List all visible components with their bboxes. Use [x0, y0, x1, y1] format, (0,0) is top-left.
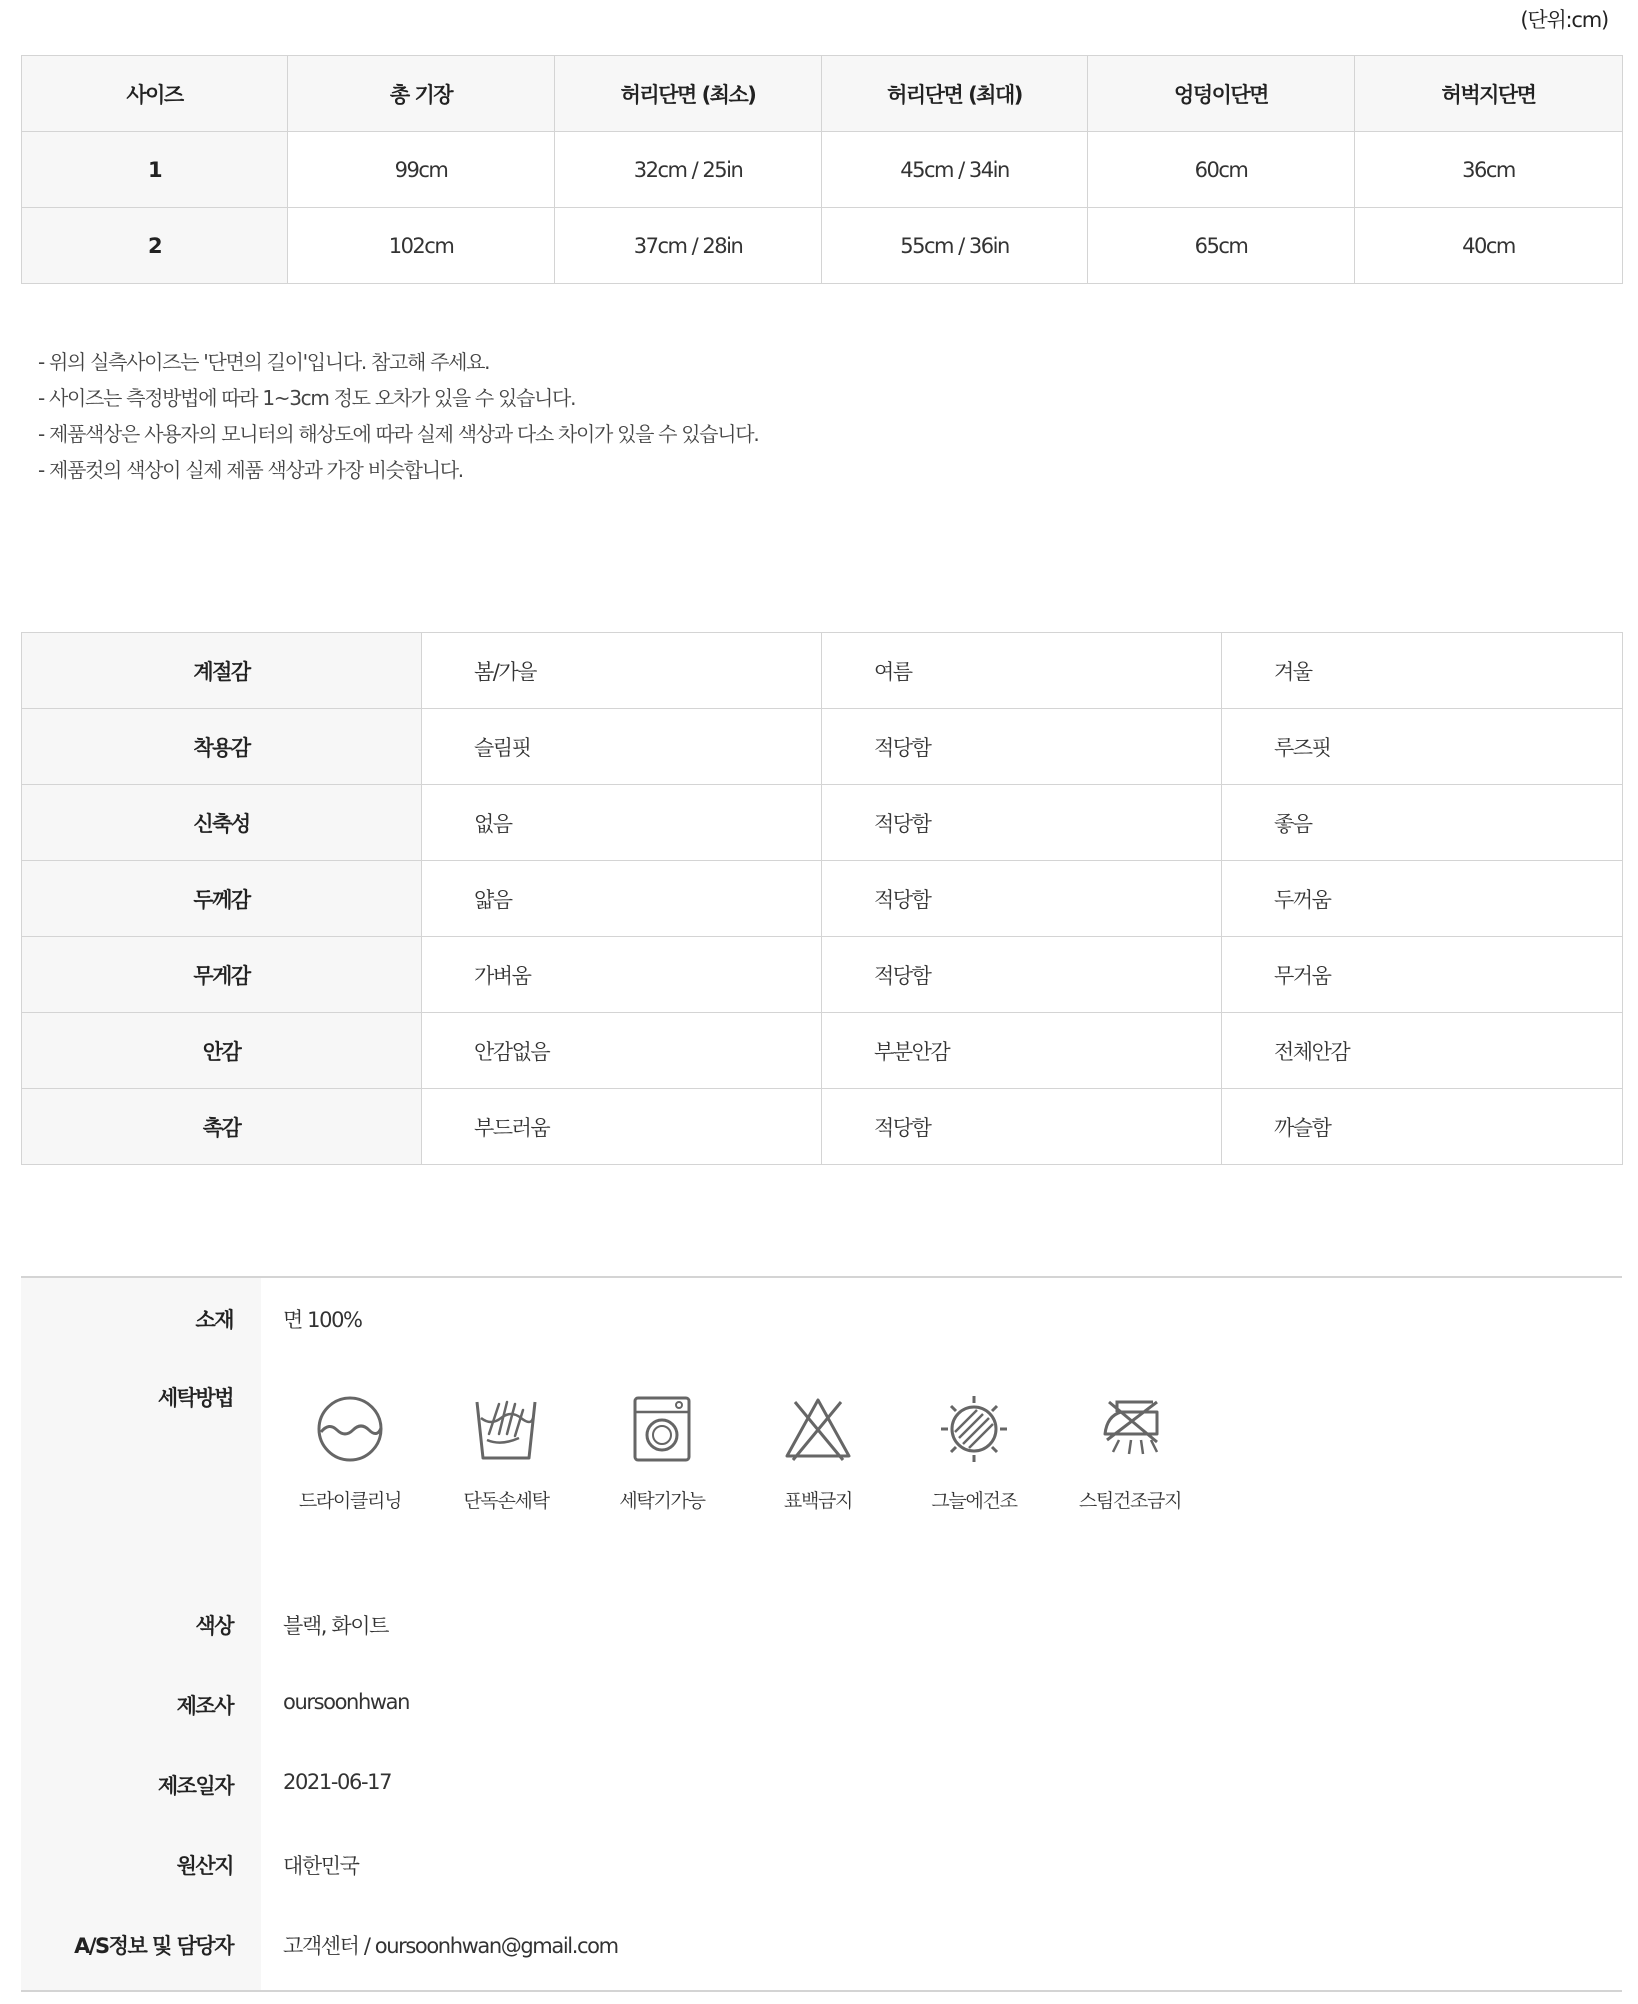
size-table-header-row: [22, 56, 1623, 132]
wash-item: [592, 1394, 732, 1513]
feel-option: 까슬함: [1222, 1089, 1623, 1165]
size-cell: 45cm / 34in: [822, 132, 1088, 208]
feel-row-season: [22, 633, 1623, 709]
feel-row-lining: [22, 1013, 1623, 1089]
dry-clean-icon: [315, 1394, 385, 1464]
size-header-cell: 총 기장: [288, 56, 555, 132]
no-bleach-icon: [783, 1394, 853, 1464]
unit-label: (단위:cm): [1520, 8, 1608, 32]
feel-option: 무거움: [1222, 937, 1623, 1013]
wash-caption: 드라이클리닝: [298, 1490, 402, 1512]
size-cell: 36cm: [1355, 132, 1623, 208]
wash-label: 세탁방법: [157, 1386, 233, 1410]
size-table-row: [22, 208, 1623, 284]
feel-option: 적당함: [822, 709, 1222, 785]
date-label: 제조일자: [157, 1774, 233, 1798]
feel-option: 두꺼움: [1222, 861, 1623, 937]
feel-label: 안감: [22, 1013, 422, 1089]
feel-option: 적당함: [822, 785, 1222, 861]
size-cell: 65cm: [1088, 208, 1355, 284]
material-label: 소재: [195, 1308, 233, 1332]
maker-label: 제조사: [176, 1694, 233, 1718]
size-cell: 102cm: [288, 208, 555, 284]
hand-wash-icon: [471, 1394, 541, 1464]
feel-option: 가벼움: [422, 937, 822, 1013]
note-line: - 제품색상은 사용자의 모니터의 해상도에 따라 실제 색상과 다소 차이가 있을 수 있습니다.: [38, 422, 759, 446]
feel-option: 좋음: [1222, 785, 1623, 861]
feel-option: 적당함: [822, 937, 1222, 1013]
wash-item: [280, 1394, 420, 1513]
size-header-cell: 허벅지단면: [1355, 56, 1623, 132]
wash-caption: 그늘에건조: [931, 1490, 1017, 1512]
feel-row-texture: [22, 1089, 1623, 1165]
size-cell: 37cm / 28in: [555, 208, 822, 284]
size-header-cell: 허리단면 (최대): [822, 56, 1088, 132]
as-value: 고객센터 / oursoonhwan@gmail.com: [283, 1934, 618, 1958]
feel-option: 얇음: [422, 861, 822, 937]
feel-label: 계절감: [22, 633, 422, 709]
feel-label: 촉감: [22, 1089, 422, 1165]
size-cell: 2: [22, 208, 288, 284]
size-header-cell: 사이즈: [22, 56, 288, 132]
feel-option: 슬림핏: [422, 709, 822, 785]
material-value: 면 100%: [283, 1308, 362, 1332]
wash-caption: 스팀건조금지: [1078, 1490, 1182, 1512]
feel-option: 전체안감: [1222, 1013, 1623, 1089]
feel-label: 무게감: [22, 937, 422, 1013]
size-header-cell: 엉덩이단면: [1088, 56, 1355, 132]
washing-machine-icon: [627, 1394, 697, 1464]
size-cell: 60cm: [1088, 132, 1355, 208]
size-cell: 40cm: [1355, 208, 1623, 284]
feel-option: 루즈핏: [1222, 709, 1623, 785]
color-label: 색상: [195, 1614, 233, 1638]
note-line: - 위의 실측사이즈는 '단면의 길이'입니다. 참고해 주세요.: [38, 350, 490, 374]
feel-option: 적당함: [822, 861, 1222, 937]
feel-option: 안감없음: [422, 1013, 822, 1089]
date-value: 2021-06-17: [283, 1770, 392, 1794]
feel-option: 부드러움: [422, 1089, 822, 1165]
note-line: - 제품컷의 색상이 실제 제품 색상과 가장 비슷합니다.: [38, 458, 463, 482]
wash-icons: [280, 1394, 1230, 1534]
fit-feel-table: [21, 632, 1623, 1165]
maker-value: oursoonhwan: [283, 1690, 410, 1714]
wash-item: [904, 1394, 1044, 1513]
feel-label: 착용감: [22, 709, 422, 785]
size-cell: 1: [22, 132, 288, 208]
feel-label: 신축성: [22, 785, 422, 861]
color-value: 블랙, 화이트: [283, 1614, 388, 1638]
wash-item: [436, 1394, 576, 1513]
size-notes: [38, 344, 758, 488]
wash-caption: 표백금지: [783, 1490, 853, 1512]
wash-caption: 세탁기가능: [619, 1490, 705, 1512]
feel-row-stretch: [22, 785, 1623, 861]
note-line: - 사이즈는 측정방법에 따라 1~3cm 정도 오차가 있을 수 있습니다.: [38, 386, 576, 410]
size-cell: 55cm / 36in: [822, 208, 1088, 284]
shade-dry-icon: [939, 1394, 1009, 1464]
feel-label: 두께감: [22, 861, 422, 937]
size-header-cell: 허리단면 (최소): [555, 56, 822, 132]
wash-item: [1060, 1394, 1200, 1513]
feel-row-weight: [22, 937, 1623, 1013]
feel-option: 여름: [822, 633, 1222, 709]
origin-label: 원산지: [176, 1854, 233, 1878]
feel-option: 부분안감: [822, 1013, 1222, 1089]
size-cell: 99cm: [288, 132, 555, 208]
feel-option: 없음: [422, 785, 822, 861]
product-info-section: [21, 1276, 1622, 1992]
origin-value: 대한민국: [283, 1854, 359, 1878]
size-cell: 32cm / 25in: [555, 132, 822, 208]
size-table-row: [22, 132, 1623, 208]
feel-option: 겨울: [1222, 633, 1623, 709]
wash-item: [748, 1394, 888, 1513]
feel-row-fit: [22, 709, 1623, 785]
size-table: [21, 55, 1623, 284]
wash-caption: 단독손세탁: [463, 1490, 549, 1512]
feel-row-thickness: [22, 861, 1623, 937]
as-label: A/S정보 및 담당자: [74, 1934, 233, 1958]
feel-option: 적당함: [822, 1089, 1222, 1165]
no-steam-iron-icon: [1095, 1394, 1165, 1464]
feel-option: 봄/가을: [422, 633, 822, 709]
